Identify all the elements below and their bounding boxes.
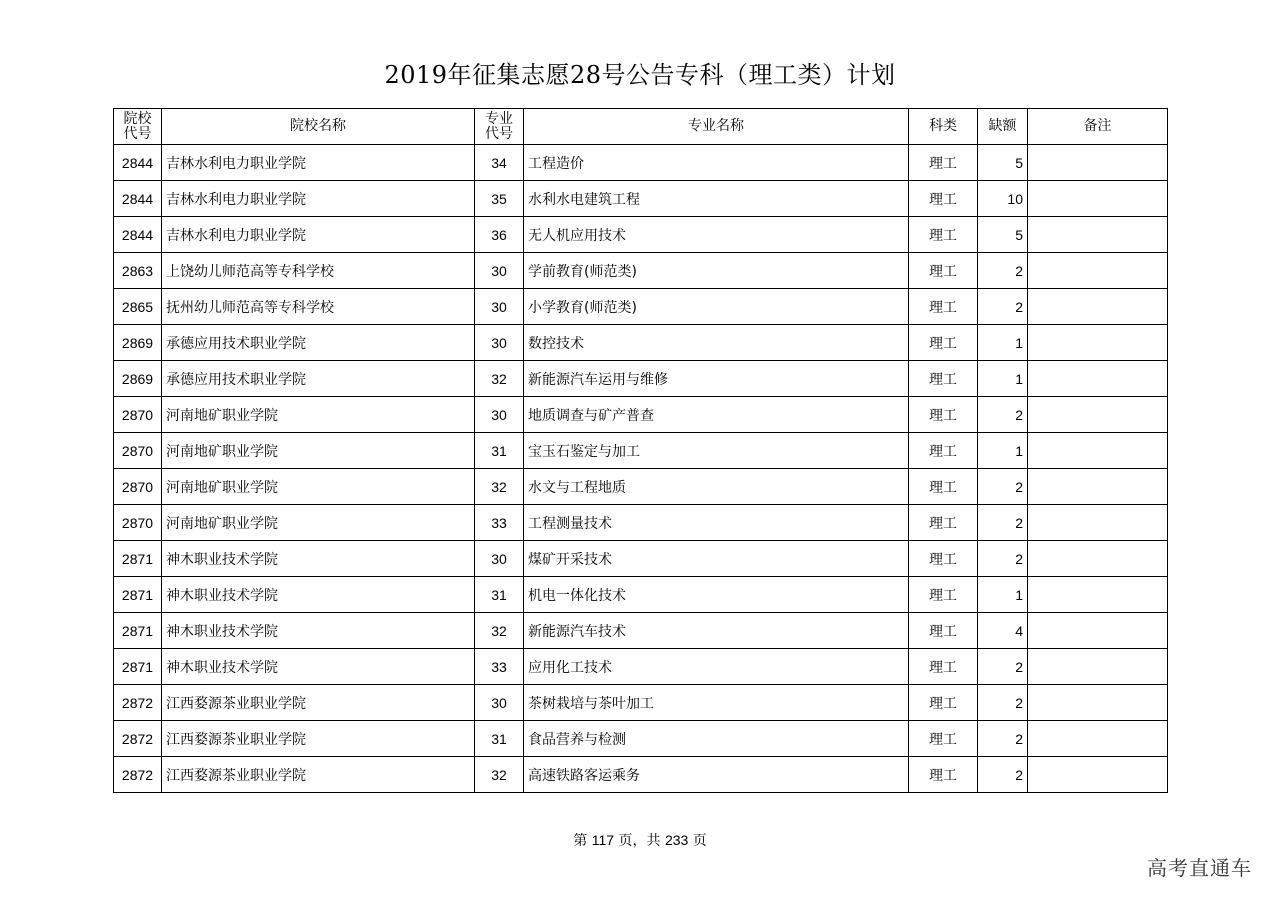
cell-school-name: 吉林水利电力职业学院 [162,181,475,217]
cell-vacancy: 1 [978,577,1028,613]
cell-school-code: 2870 [114,397,162,433]
cell-vacancy: 2 [978,469,1028,505]
cell-category: 理工 [909,289,978,325]
table-row [114,145,1168,181]
cell-school-name: 抚州幼儿师范高等专科学校 [162,289,475,325]
watermark-text: 高考直通车 [1147,856,1252,880]
cell-note [1028,397,1168,433]
cell-school-code: 2871 [114,649,162,685]
cell-category: 理工 [909,433,978,469]
cell-note [1028,253,1168,289]
cell-major-name: 水文与工程地质 [524,469,909,505]
cell-major-code: 35 [475,181,524,217]
table-row [114,541,1168,577]
cell-vacancy: 2 [978,505,1028,541]
cell-note [1028,181,1168,217]
cell-vacancy: 2 [978,289,1028,325]
cell-school-name: 神木职业技术学院 [162,649,475,685]
cell-vacancy: 2 [978,757,1028,793]
cell-major-code: 30 [475,397,524,433]
header-major-code-line1: 专业 [485,110,513,127]
cell-major-name: 新能源汽车技术 [524,613,909,649]
cell-note [1028,361,1168,397]
cell-school-code: 2871 [114,577,162,613]
cell-major-name: 小学教育(师范类) [524,289,909,325]
cell-major-name: 工程测量技术 [524,505,909,541]
cell-school-code: 2871 [114,613,162,649]
table-row [114,649,1168,685]
cell-major-name: 水利水电建筑工程 [524,181,909,217]
footer-suffix: 页 [692,833,707,849]
header-major-code-line2: 代号 [485,125,513,142]
cell-school-name: 承德应用技术职业学院 [162,361,475,397]
cell-major-name: 无人机应用技术 [524,217,909,253]
cell-school-name: 河南地矿职业学院 [162,469,475,505]
page-footer [0,830,1280,850]
cell-school-name: 河南地矿职业学院 [162,397,475,433]
cell-major-name: 机电一体化技术 [524,577,909,613]
header-school-name: 院校名称 [162,109,475,145]
cell-note [1028,145,1168,181]
cell-major-name: 茶树栽培与茶叶加工 [524,685,909,721]
table-row [114,433,1168,469]
table-row [114,577,1168,613]
table-row [114,217,1168,253]
cell-category: 理工 [909,145,978,181]
table-row [114,289,1168,325]
cell-note [1028,577,1168,613]
cell-major-name: 煤矿开采技术 [524,541,909,577]
page-title: 2019年征集志愿28号公告专科（理工类）计划 [384,61,896,89]
cell-school-name: 江西婺源茶业职业学院 [162,721,475,757]
cell-school-name: 承德应用技术职业学院 [162,325,475,361]
table-row [114,613,1168,649]
cell-school-code: 2872 [114,685,162,721]
cell-major-name: 学前教育(师范类) [524,253,909,289]
table-row [114,469,1168,505]
cell-school-code: 2872 [114,757,162,793]
cell-vacancy: 5 [978,145,1028,181]
cell-note [1028,757,1168,793]
header-vacancy: 缺额 [978,109,1028,145]
cell-vacancy: 2 [978,721,1028,757]
cell-major-name: 食品营养与检测 [524,721,909,757]
cell-note [1028,289,1168,325]
cell-major-name: 数控技术 [524,325,909,361]
cell-category: 理工 [909,217,978,253]
cell-school-name: 河南地矿职业学院 [162,433,475,469]
cell-note [1028,325,1168,361]
plan-table [113,108,1168,793]
cell-major-name: 应用化工技术 [524,649,909,685]
cell-note [1028,505,1168,541]
cell-major-code: 31 [475,433,524,469]
cell-major-code: 36 [475,217,524,253]
footer-page-number: 117 [591,832,615,848]
cell-school-name: 上饶幼儿师范高等专科学校 [162,253,475,289]
header-school-code-line2: 代号 [123,125,152,142]
cell-school-name: 河南地矿职业学院 [162,505,475,541]
cell-category: 理工 [909,361,978,397]
cell-school-name: 神木职业技术学院 [162,613,475,649]
cell-major-code: 30 [475,289,524,325]
cell-category: 理工 [909,577,978,613]
cell-category: 理工 [909,253,978,289]
cell-note [1028,685,1168,721]
cell-major-code: 32 [475,469,524,505]
table-header-row [114,109,1168,145]
cell-note [1028,433,1168,469]
cell-school-name: 神木职业技术学院 [162,541,475,577]
cell-school-name: 江西婺源茶业职业学院 [162,685,475,721]
cell-major-code: 32 [475,757,524,793]
cell-major-name: 新能源汽车运用与维修 [524,361,909,397]
cell-major-code: 32 [475,361,524,397]
header-school-code [114,109,162,145]
cell-major-code: 34 [475,145,524,181]
table-row [114,757,1168,793]
cell-school-code: 2871 [114,541,162,577]
footer-prefix: 第 [573,833,588,849]
cell-school-code: 2865 [114,289,162,325]
cell-school-name: 神木职业技术学院 [162,577,475,613]
header-school-code-line1: 院校 [123,110,152,127]
table-row [114,253,1168,289]
table-body [114,145,1168,793]
cell-category: 理工 [909,181,978,217]
table-row [114,505,1168,541]
cell-category: 理工 [909,469,978,505]
cell-school-code: 2870 [114,469,162,505]
cell-major-name: 地质调查与矿产普查 [524,397,909,433]
cell-vacancy: 1 [978,433,1028,469]
header-category: 科类 [909,109,978,145]
cell-school-code: 2844 [114,217,162,253]
header-note: 备注 [1028,109,1168,145]
cell-note [1028,649,1168,685]
cell-school-code: 2844 [114,181,162,217]
footer-total-pages: 233 [664,832,689,848]
table-row [114,397,1168,433]
cell-school-name: 江西婺源茶业职业学院 [162,757,475,793]
cell-major-code: 31 [475,577,524,613]
cell-major-name: 高速铁路客运乘务 [524,757,909,793]
cell-school-code: 2869 [114,325,162,361]
cell-category: 理工 [909,649,978,685]
table-row [114,181,1168,217]
cell-category: 理工 [909,613,978,649]
cell-vacancy: 2 [978,253,1028,289]
cell-vacancy: 2 [978,397,1028,433]
header-major-name: 专业名称 [524,109,909,145]
cell-note [1028,613,1168,649]
cell-school-code: 2863 [114,253,162,289]
cell-category: 理工 [909,721,978,757]
cell-vacancy: 1 [978,325,1028,361]
cell-vacancy: 5 [978,217,1028,253]
table-row [114,685,1168,721]
cell-note [1028,217,1168,253]
cell-school-code: 2870 [114,433,162,469]
footer-middle: 页，共 [618,833,661,849]
cell-vacancy: 2 [978,649,1028,685]
cell-major-code: 30 [475,325,524,361]
cell-major-name: 工程造价 [524,145,909,181]
cell-major-code: 33 [475,649,524,685]
cell-vacancy: 1 [978,361,1028,397]
cell-vacancy: 2 [978,685,1028,721]
cell-category: 理工 [909,325,978,361]
cell-school-code: 2872 [114,721,162,757]
header-major-code [475,109,524,145]
cell-school-name: 吉林水利电力职业学院 [162,217,475,253]
cell-major-name: 宝玉石鉴定与加工 [524,433,909,469]
cell-major-code: 30 [475,253,524,289]
cell-category: 理工 [909,757,978,793]
cell-vacancy: 4 [978,613,1028,649]
cell-major-code: 33 [475,505,524,541]
cell-note [1028,469,1168,505]
cell-school-code: 2869 [114,361,162,397]
cell-category: 理工 [909,397,978,433]
cell-major-code: 32 [475,613,524,649]
cell-category: 理工 [909,505,978,541]
cell-category: 理工 [909,541,978,577]
table-row [114,361,1168,397]
cell-major-code: 30 [475,541,524,577]
cell-note [1028,721,1168,757]
cell-major-code: 30 [475,685,524,721]
cell-vacancy: 2 [978,541,1028,577]
cell-note [1028,541,1168,577]
cell-vacancy: 10 [978,181,1028,217]
table-row [114,325,1168,361]
cell-school-name: 吉林水利电力职业学院 [162,145,475,181]
cell-school-code: 2870 [114,505,162,541]
table-row [114,721,1168,757]
cell-category: 理工 [909,685,978,721]
cell-major-code: 31 [475,721,524,757]
cell-school-code: 2844 [114,145,162,181]
